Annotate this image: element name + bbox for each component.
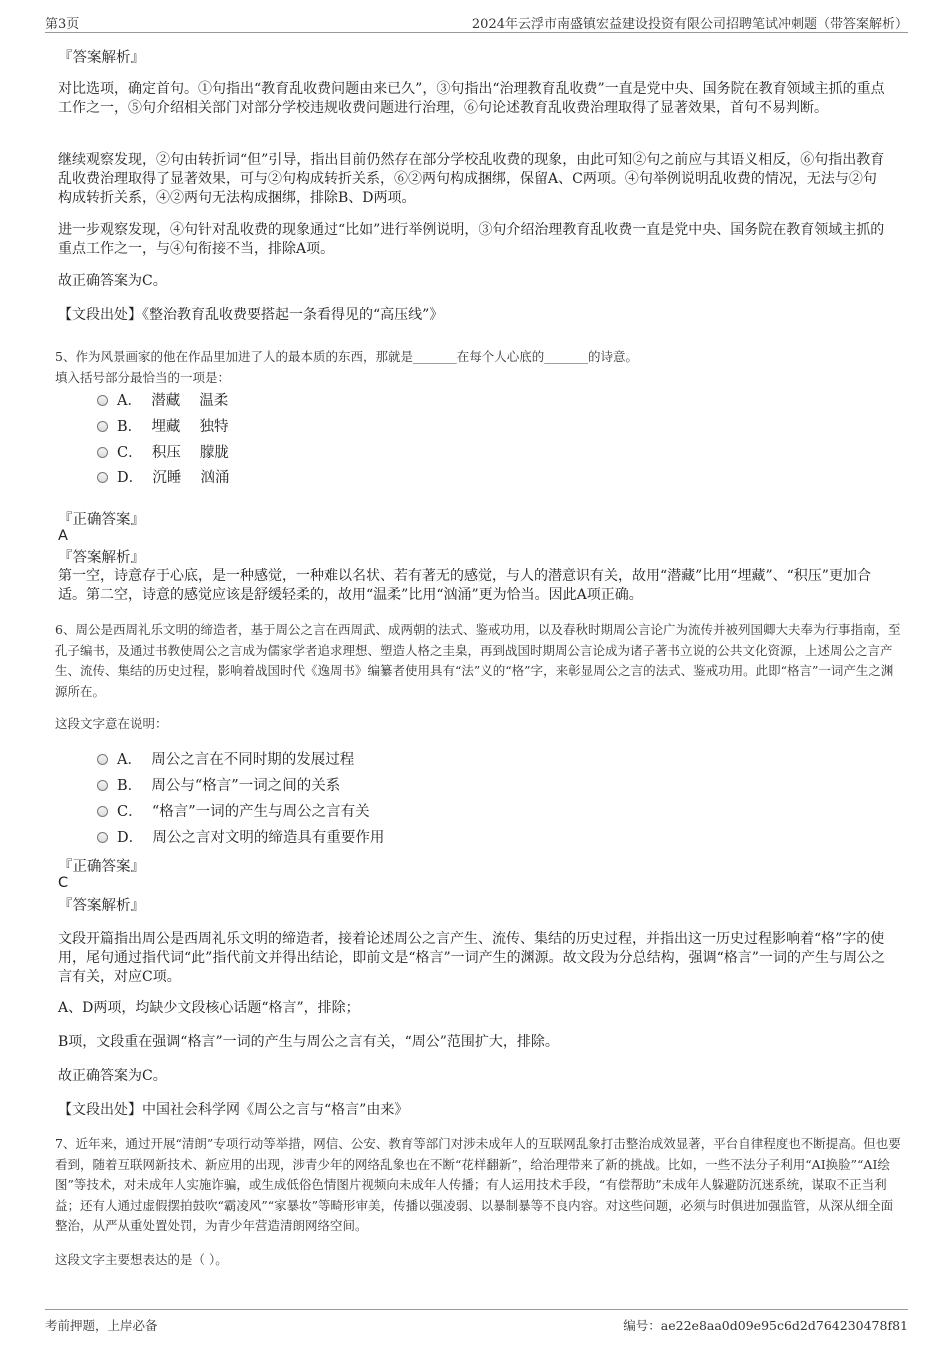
radio-icon[interactable] (97, 832, 108, 843)
radio-icon[interactable] (97, 421, 108, 432)
q6-analysis-label: 『答案解析』 (58, 898, 145, 914)
q5-option-d[interactable]: D． 沉睡 汹涌 (97, 469, 229, 487)
q6-correct-label: 『正确答案』 (58, 859, 145, 875)
q5-option-b[interactable]: B． 埋藏 独特 (97, 418, 228, 436)
q6-option-a[interactable]: A． 周公之言在不同时期的发展过程 (97, 751, 354, 769)
q6-option-b[interactable]: B． 周公与“格言”一词之间的关系 (97, 777, 340, 795)
radio-icon[interactable] (97, 754, 108, 765)
q6-correct-answer: C (58, 875, 69, 891)
radio-icon[interactable] (97, 395, 108, 406)
radio-icon[interactable] (97, 472, 108, 483)
radio-icon[interactable] (97, 806, 108, 817)
radio-icon[interactable] (97, 447, 108, 458)
q4-analysis-label: 『答案解析』 (58, 50, 145, 66)
q6-question: 6、周公是西周礼乐文明的缔造者，基于周公之言在西周武、成两朝的法式、鉴戒功用，以及春秋时期周公言论广为流传并被列国卿大夫奉为行事指南，至孔子编书，及通过书教使周公之言成为儒家学者追求理想、塑造人格之圭臬，再到战国时期周公言论成为诸子著书立说的公共文化资源，上述周公之言产生、流传、集结的历史过程，影响着战国时代《逸周书》编纂者使用具有“法”义的“格”字，来彰显周公之言的法式、鉴戒功用。此即“格言”一词产生之渊源所在。 (55, 622, 901, 699)
q4-analysis-para1: 对比选项，确定首句。①句指出“教育乱收费问题由来已久”，③句指出“治理教育乱收费”一直是党中央、国务院在教育领域主抓的重点工作之一，⑤句介绍相关部门对部分学校违规收费问题进行治理，⑥句论述教育乱收费治理取得了显著效果，首句不易判断。 (58, 81, 885, 116)
document-title: 2024年云浮市南盛镇宏益建设投资有限公司招聘笔试冲刺题（带答案解析） (471, 17, 908, 32)
radio-icon[interactable] (97, 780, 108, 791)
q6-option-d[interactable]: D． 周公之言对文明的缔造具有重要作用 (97, 829, 384, 847)
q7-question: 7、近年来，通过开展“清朗”专项行动等举措，网信、公安、教育等部门对涉未成年人的互联网乱象打击整治成效显著，平台自律程度也不断提高。但也要看到，随着互联网新技术、新应用的出现，涉青少年的网络乱象也在不断“花样翻新”，给治理带来了新的挑战。比如，一些不法分子利用“AI换脸”“AI绘图”等技术，对未成年人实施诈骗，或生成低俗色情图片视频向未成年人传播；有人运用技术手段，“有偿帮助”未成年人躲避防沉迷系统，谋取不正当利益；还有人通过虚假摆拍鼓吹“霸凌风”“家暴妆”等畸形审美，传播以强凌弱、以暴制暴等不良内容。对这些问题，必须与时俱进加强监管，从深从细全面整治，从严从重处置处罚，为青少年营造清朗网络空间。 (55, 1136, 901, 1233)
q6-source: 【文段出处】中国社会科学网《周公之言与“格言”由来》 (58, 1102, 409, 1118)
q7-prompt: 这段文字主要想表达的是（ ）。 (55, 1252, 228, 1267)
q6-analysis-para3: B项，文段重在强调“格言”一词的产生与周公之言有关，“周公”范围扩大，排除。 (58, 1034, 559, 1050)
q5-correct-label: 『正确答案』 (58, 512, 145, 528)
q6-option-c[interactable]: C． “格言”一词的产生与周公之言有关 (97, 803, 370, 821)
q4-source: 【文段出处】《整治教育乱收费要搭起一条看得见的“高压线”》 (58, 307, 444, 323)
footer-slogan: 考前押题，上岸必备 (45, 1318, 158, 1333)
q6-analysis-para2: A、D两项，均缺少文段核心话题“格言”，排除； (58, 1000, 360, 1016)
page-footer (45, 1309, 908, 1338)
q5-option-c[interactable]: C． 积压 朦胧 (97, 444, 229, 462)
q4-conclusion: 故正确答案为C。 (58, 273, 167, 289)
q5-option-a[interactable]: A． 潜藏 温柔 (97, 392, 228, 410)
q5-analysis: 第一空，诗意存于心底，是一种感觉，一种难以名状、若有著无的感觉，与人的潜意识有关，故用“潜藏”比用“埋藏”、“积压”更加合适。第二空，诗意的感觉应该是舒缓轻柔的，故用“温柔”比用“汹涌”更为恰当。因此A项正确。 (58, 568, 871, 603)
q5-prompt: 填入括号部分最恰当的一项是： (55, 370, 231, 385)
page-header (45, 10, 908, 33)
page-number: 第3页 (45, 17, 80, 32)
q6-conclusion: 故正确答案为C。 (58, 1068, 167, 1084)
q5-correct-answer: A (58, 528, 68, 544)
q5-analysis-label: 『答案解析』 (58, 550, 145, 566)
q4-analysis-para2: 继续观察发现，②句由转折词“但”引导，指出目前仍然存在部分学校乱收费的现象，由此可知②句之前应与其语义相反，⑥句指出教育乱收费治理取得了显著效果，可与②句构成转折关系，⑥②两句构成捆绑，保留A、C两项。④句举例说明乱收费的情况，无法与②句构成转折关系，④②两句无法构成捆绑，排除B、D两项。 (58, 152, 885, 206)
q4-analysis-para3: 进一步观察发现，④句针对乱收费的现象通过“比如”进行举例说明，③句介绍治理教育乱收费一直是党中央、国务院在教育领域主抓的重点工作之一，与④句衔接不当，排除A项。 (58, 222, 885, 257)
q6-analysis-para1: 文段开篇指出周公是西周礼乐文明的缔造者，接着论述周公之言产生、流传、集结的历史过程，并指出这一历史过程影响着“格”字的使用，尾句通过指代词“此”指代前文并得出结论，即前文是“格言”一词产生的渊源。故文段为分总结构，强调“格言”一词的产生与周公之言有关，对应C项。 (58, 931, 885, 985)
q5-question: 5、作为风景画家的他在作品里加进了人的最本质的东西，那就是_______在每个人心底的_______的诗意。 (55, 349, 638, 364)
document-id: 编号：ae22e8aa0d09e95c6d2d764230478f81 (623, 1318, 908, 1333)
q6-prompt: 这段文字意在说明： (55, 716, 168, 731)
